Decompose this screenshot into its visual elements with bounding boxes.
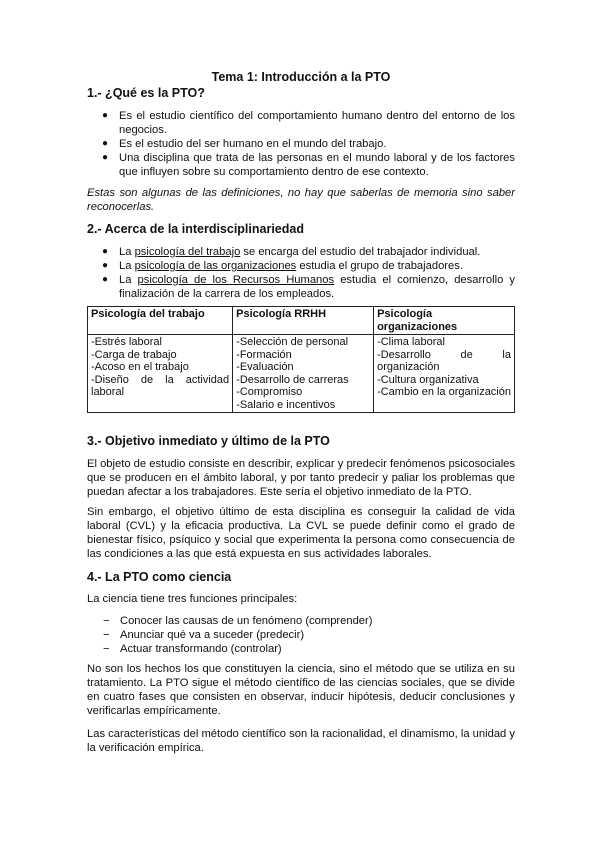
document-title: Tema 1: Introducción a la PTO: [211, 70, 391, 84]
section-4-heading: 4.- La PTO como ciencia: [87, 570, 232, 584]
table-row: [88, 335, 515, 413]
section-3-paragraph-2: Sin embargo, el objetivo último de esta disciplina es conseguir la calidad de vida laboral (CVL) y la eficacia productiva. La CVL se puede definir como el grado de bienestar físico, psíquico y social que experimenta la persona como consecuencia de las condiciones a las que está expuesta en sus actividades laborales.: [87, 506, 515, 560]
cell-line: -Carga de trabajo: [91, 348, 177, 361]
list-item: − Anunciar qué va a suceder (predecir): [103, 629, 305, 641]
bullet-icon: ●: [102, 246, 109, 257]
cell-line: -Evaluación: [236, 361, 294, 373]
section-4-intro: La ciencia tiene tres funciones principales:: [87, 593, 298, 605]
bullet-icon: ●: [102, 138, 109, 149]
section-1-heading: 1.- ¿Qué es la PTO?: [87, 86, 205, 100]
cell-line: -Desarrollo de carreras: [236, 373, 349, 386]
cell-line: -Clima laboral: [377, 336, 445, 348]
list-item: ● Una disciplina que trata de las personas en el mundo laboral y de los factores que influyen sobre su comportamiento dentro de ese contexto.: [102, 152, 515, 178]
list-item: ● Es el estudio del ser humano en el mundo del trabajo.: [102, 138, 387, 150]
cell-line: -Compromiso: [236, 386, 303, 398]
psicologia-trabajo-link: psicología del trabajo: [134, 246, 241, 258]
section-4-paragraph-2: Las características del método científico son la racionalidad, el dinamismo, la unidad y la verificación empírica.: [87, 728, 515, 754]
list-item: ● La psicología de los Recursos Humanos estudia el comienzo, desarrollo y finalización de la carrera de los empleados.: [102, 274, 515, 300]
psicologia-rrhh-link: psicología de los Recursos Humanos: [137, 274, 335, 286]
cell-line: -Formación: [236, 348, 292, 361]
section-3-paragraph-1: El objeto de estudio consiste en describir, explicar y predecir fenómenos psicosociales que se producen en el ámbito laboral, y por tanto predecir y paliar los problemas que puedan afectar a los trabajadores. Este sería el objetivo inmediato de la PTO.: [87, 458, 515, 498]
list-item: − Conocer las causas de un fenómeno (comprender): [103, 615, 373, 627]
cell-line: -Estrés laboral: [91, 336, 162, 348]
cell-line: -Diseño de la actividad laboral: [91, 373, 230, 398]
dash-icon: −: [103, 615, 110, 627]
cell-line: -Desarrollo de la organización: [377, 348, 511, 373]
list-item: ● La psicología de las organizaciones estudia el grupo de trabajadores.: [102, 260, 463, 272]
cell-line: -Selección de personal: [236, 336, 349, 348]
table-header-row: [88, 307, 515, 335]
bullet-icon: ●: [102, 260, 109, 271]
table-header: Psicología del trabajo: [88, 307, 233, 335]
section-4-dash-list: [87, 614, 515, 656]
list-item: ● La psicología del trabajo se encarga del estudio del trabajador individual.: [102, 246, 481, 258]
psicologia-organizaciones-link: psicología de las organizaciones: [134, 260, 297, 272]
cell-line: -Acoso en el trabajo: [91, 361, 189, 373]
bullet-icon: ●: [102, 110, 109, 121]
section-1-note: Estas son algunas de las definiciones, no hay que saberlas de memoria sino saber reconocerlas.: [87, 187, 515, 213]
cell-line: -Cambio en la organización: [377, 386, 511, 398]
list-item: − Actuar transformando (controlar): [103, 643, 282, 655]
bullet-icon: ●: [102, 152, 109, 163]
section-3-heading: 3.- Objetivo inmediato y último de la PTO: [87, 434, 330, 448]
table-cell: [233, 335, 374, 413]
cell-line: -Salario e incentivos: [236, 398, 336, 411]
dash-icon: −: [103, 629, 110, 641]
dash-icon: −: [103, 643, 110, 655]
table-header: Psicología RRHH: [233, 307, 374, 335]
table-header: Psicología organizaciones: [374, 307, 515, 335]
section-1-bullet-list: [87, 109, 515, 179]
bullet-icon: ●: [102, 274, 109, 285]
section-4-paragraph-1: No son los hechos los que constituyen la ciencia, sino el método que se utiliza en su tratamiento. La PTO sigue el método científico de las ciencias sociales, que se divide en cuatro fases que consisten en observar, inducir hipótesis, deducir conclusiones y verificarlas empíricamente.: [87, 663, 515, 717]
psychology-areas-table: [87, 306, 515, 413]
section-2-bullet-list: [87, 245, 515, 301]
cell-line: -Cultura organizativa: [377, 373, 479, 386]
table-cell: [88, 335, 233, 413]
section-2-heading: 2.- Acerca de la interdisciplinariedad: [87, 222, 304, 236]
list-item: ● Es el estudio científico del comportamiento humano dentro del entorno de los negocios.: [102, 110, 515, 136]
table-cell: [374, 335, 515, 413]
